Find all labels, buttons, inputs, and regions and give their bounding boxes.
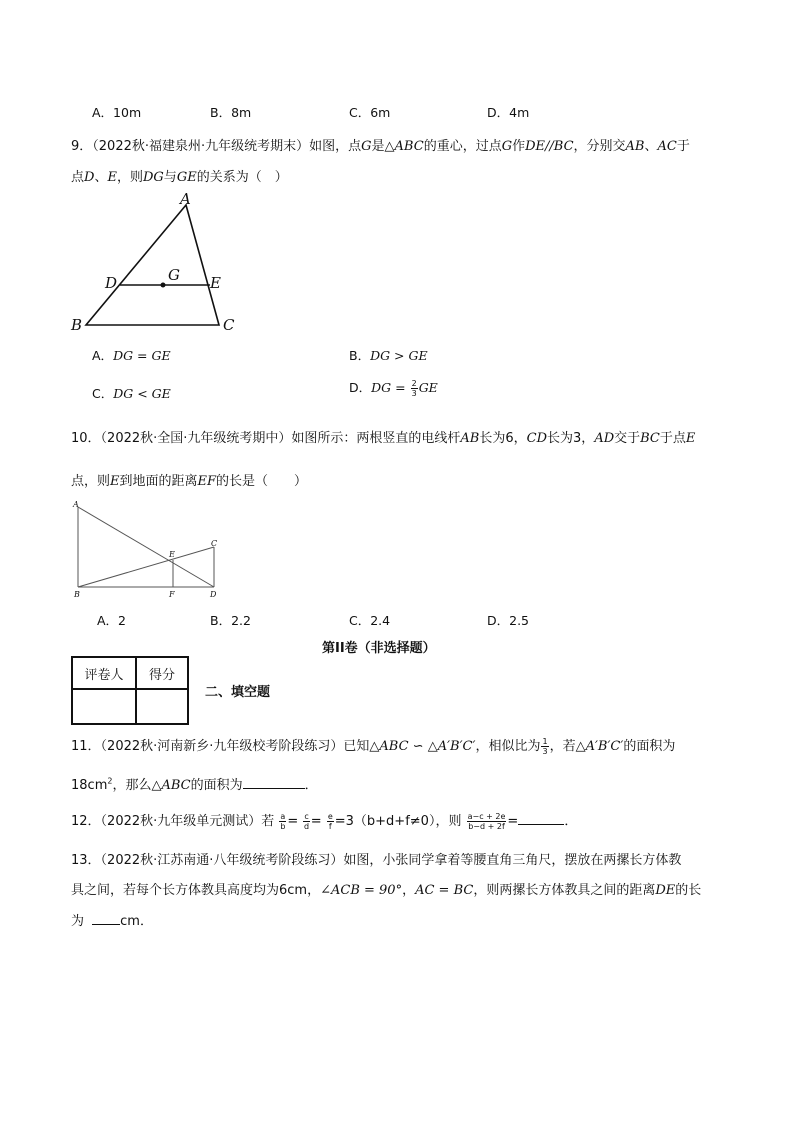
question-12 xyxy=(71,810,577,831)
math-var: DE//BC xyxy=(525,139,574,154)
fraction-num: 1 xyxy=(542,737,548,746)
q9-option-c xyxy=(92,384,171,402)
segment-ad xyxy=(78,507,214,587)
question-text: 点，则 xyxy=(71,474,111,489)
label-g: G xyxy=(168,266,180,284)
question-text: ，分别交 xyxy=(573,139,626,154)
question-text: 于 xyxy=(676,139,690,154)
q8-option-c: C．6m xyxy=(349,105,391,120)
question-text: 如图，小张同学拿着等腰直角三角尺，摆放在两摞长方体教 xyxy=(343,853,682,868)
question-text: =3（b+d+f≠0），则 xyxy=(334,814,462,829)
label-d: D xyxy=(105,274,118,292)
math-var: E xyxy=(685,431,696,446)
question-13-line-2 xyxy=(71,879,701,898)
math-var: E xyxy=(107,170,117,185)
question-text: 、 xyxy=(644,139,658,154)
question-text: ∽ △ xyxy=(408,739,438,754)
math-var: A′B′C′ xyxy=(585,739,624,754)
question-text: 的关系为（ ） xyxy=(196,170,288,185)
question-source: （2022秋·河南新乡·九年级校考阶段练习） xyxy=(100,739,344,754)
answer-blank[interactable] xyxy=(92,912,120,925)
option-expr: DG = GE xyxy=(113,348,171,363)
math-var: G xyxy=(501,139,513,154)
question-number: 12． xyxy=(71,814,101,829)
question-text: ，那么△ xyxy=(112,778,162,793)
fraction-den: 3 xyxy=(411,389,417,398)
question-text: ． xyxy=(304,778,318,793)
fraction-num: e xyxy=(327,812,333,821)
q10-option-b: B．2.2 xyxy=(210,613,251,628)
label-e: E xyxy=(169,550,175,559)
superscript: 2 xyxy=(107,776,113,786)
math-var: G xyxy=(361,139,372,154)
question-number: 9． xyxy=(71,139,93,154)
math-var: AC = BC xyxy=(415,883,474,898)
question-text: ，相似比为 xyxy=(475,739,541,754)
option-prefix: B． xyxy=(349,348,371,363)
q9-option-a xyxy=(92,346,171,364)
fraction-num: c xyxy=(304,812,309,821)
math-var: DG xyxy=(142,170,164,185)
option-expr: DG = xyxy=(371,380,406,395)
option-expr: DG > GE xyxy=(370,348,428,363)
math-var: AB xyxy=(625,139,645,154)
question-11-line-2 xyxy=(71,774,318,793)
q10-option-d: D．2.5 xyxy=(487,613,530,628)
point-g xyxy=(161,283,166,288)
question-text: 的长 xyxy=(675,883,702,898)
fraction-num: 2 xyxy=(411,379,417,388)
question-text: 的长是（ ） xyxy=(216,474,308,489)
question-text: 已知△ xyxy=(343,739,380,754)
question-9-line-1 xyxy=(71,135,690,154)
math-var: AD xyxy=(594,431,615,446)
q10-option-a: A．2 xyxy=(97,613,127,628)
question-text: ． xyxy=(564,814,578,829)
question-text: ，若△ xyxy=(549,739,586,754)
q9-option-b xyxy=(349,346,428,364)
math-var: ABC xyxy=(394,139,424,154)
answer-blank[interactable] xyxy=(518,812,564,825)
fraction-den: d xyxy=(304,822,310,831)
fraction xyxy=(467,812,507,831)
label-e: E xyxy=(210,274,221,292)
option-prefix: C． xyxy=(92,386,114,401)
label-a: A xyxy=(180,190,191,208)
question-9-line-2 xyxy=(71,166,288,185)
label-c: C xyxy=(223,316,235,334)
score-cell-score[interactable] xyxy=(136,689,188,724)
question-text: 具之间，若每个长方体教具高度均为6cm， xyxy=(71,883,321,898)
question-11-line-1 xyxy=(71,735,675,756)
question-text: 是△ xyxy=(371,139,395,154)
fraction-den: b−d + 2f xyxy=(468,822,505,831)
label-d: D xyxy=(210,590,217,599)
answer-blank[interactable] xyxy=(243,776,305,789)
question-source: （2022秋·九年级单元测试） xyxy=(100,814,262,829)
question-text: 如图所示：两根竖直的电线杆 xyxy=(291,431,461,446)
question-10-line-2 xyxy=(71,470,307,489)
question-text: ，则两摞长方体教具之间的距离 xyxy=(473,883,656,898)
question-13-line-3 xyxy=(71,910,153,929)
math-var: AC xyxy=(657,139,677,154)
q10-option-c: C．2.4 xyxy=(349,613,391,628)
question-text: 长为3， xyxy=(547,431,595,446)
score-cell-grader[interactable] xyxy=(72,689,136,724)
math-var: D xyxy=(84,170,95,185)
question-number: 10． xyxy=(71,431,101,446)
fraction xyxy=(279,812,286,831)
math-var: ABC xyxy=(161,778,191,793)
fraction-num: a−c + 2e xyxy=(467,812,506,821)
math-var: DE xyxy=(655,883,676,898)
label-f: F xyxy=(169,590,175,599)
math-var: EF xyxy=(197,474,217,489)
option-expr: GE xyxy=(418,380,438,395)
fraction xyxy=(541,737,548,756)
question-10-line-1 xyxy=(71,427,695,446)
label-b: B xyxy=(71,316,83,334)
question-source: （2022秋·江苏南通·八年级统考阶段练习） xyxy=(100,853,344,868)
question-text: cm． xyxy=(120,914,153,929)
question-text: 若 xyxy=(261,814,275,829)
label-c: C xyxy=(211,539,218,548)
question-text: 点 xyxy=(71,170,85,185)
fraction-den: f xyxy=(328,822,332,831)
question-number: 13． xyxy=(71,853,101,868)
question-text: 作 xyxy=(512,139,526,154)
q8-option-a: A．10m xyxy=(92,105,142,120)
section-title: 第II卷（非选择题） xyxy=(322,641,436,656)
question-text: 的面积为 xyxy=(623,739,676,754)
math-var: A′B′C′ xyxy=(437,739,476,754)
fraction xyxy=(327,812,334,831)
equals: = xyxy=(310,814,322,829)
score-box xyxy=(71,656,189,725)
question-text: ，则 xyxy=(116,170,143,185)
segment-bc xyxy=(78,547,214,587)
math-var: E xyxy=(110,474,120,489)
math-var: CD xyxy=(526,431,548,446)
math-var: ∠ACB = 90° xyxy=(320,883,403,898)
question-text: 的重心，过点 xyxy=(423,139,502,154)
fraction xyxy=(303,812,309,831)
fraction-num: a xyxy=(280,812,286,821)
label-b: B xyxy=(74,590,80,599)
question-number: 11． xyxy=(71,739,101,754)
option-expr: DG < GE xyxy=(113,386,171,401)
question-source: （2022秋·福建泉州·九年级统考期末） xyxy=(92,139,310,154)
question-text: 、 xyxy=(94,170,108,185)
question-text: 的面积为 xyxy=(190,778,243,793)
fraction-den: b xyxy=(280,822,286,831)
q8-option-b: B．8m xyxy=(210,105,252,120)
question-text: ， xyxy=(402,883,416,898)
math-var: AB xyxy=(460,431,480,446)
fraction xyxy=(411,379,418,398)
option-prefix: D． xyxy=(349,380,372,395)
score-header-grader: 评卷人 xyxy=(72,657,136,689)
option-prefix: A． xyxy=(92,348,114,363)
question-text: 到地面的距离 xyxy=(119,474,198,489)
equals: = xyxy=(287,814,299,829)
question-text: 交于 xyxy=(614,431,641,446)
math-var: GE xyxy=(176,170,197,185)
question-13-line-1 xyxy=(71,849,681,868)
score-header-score: 得分 xyxy=(136,657,188,689)
area-value: 18cm xyxy=(71,778,108,793)
section-heading: 二、填空题 xyxy=(205,685,271,700)
triangle-figure xyxy=(62,188,252,338)
triangle-abc xyxy=(86,205,219,325)
math-var: BC xyxy=(640,431,660,446)
question-source: （2022秋·全国·九年级统考期中） xyxy=(100,431,292,446)
q9-option-d xyxy=(349,378,438,398)
fraction-den: 3 xyxy=(542,747,548,756)
label-a: A xyxy=(73,500,79,509)
math-var: ABC xyxy=(379,739,409,754)
question-text: 为 xyxy=(71,914,85,929)
equals: = xyxy=(507,814,519,829)
question-text: 于点 xyxy=(659,431,686,446)
question-text: 长为6， xyxy=(479,431,527,446)
q8-option-d: D．4m xyxy=(487,105,530,120)
poles-figure xyxy=(68,497,228,602)
question-text: 与 xyxy=(163,170,177,185)
question-text: 如图，点 xyxy=(309,139,362,154)
